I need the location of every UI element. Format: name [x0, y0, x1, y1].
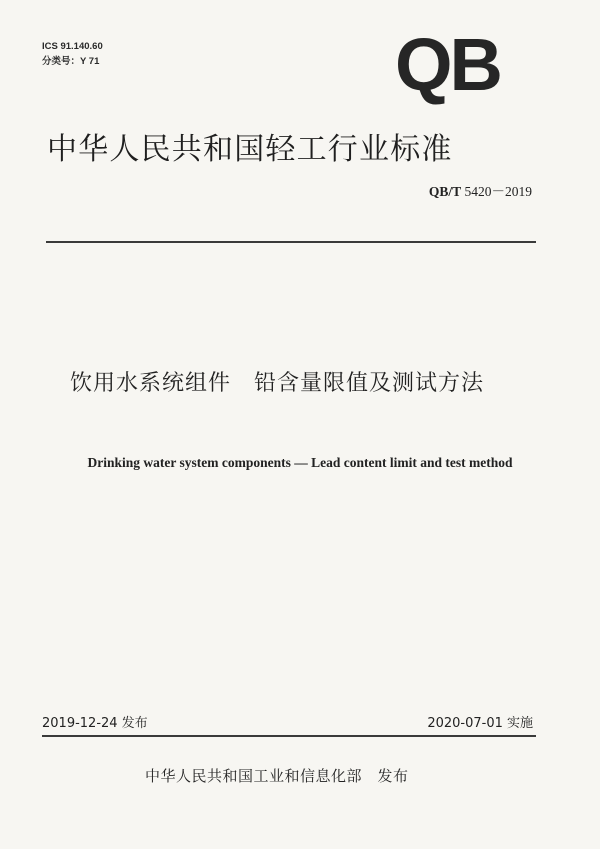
document-title-chinese: 饮用水系统组件 铅含量限值及测试方法 [70, 371, 485, 396]
ics-block [42, 39, 103, 69]
classification-code: 分类号：Y 71 [42, 56, 100, 67]
implementation-date: 2020-07-01 实施 [427, 716, 533, 731]
bottom-divider [42, 735, 536, 737]
issue-date: 2019-12-24 发布 [42, 716, 148, 731]
standard-number [429, 180, 532, 200]
publisher: 中华人民共和国工业和信息化部 发布 [145, 767, 409, 785]
standard-category-title: 中华人民共和国轻工行业标准 [47, 132, 453, 167]
qb-logo: QB [395, 23, 500, 106]
standard-number-value: 5420－2019 [464, 184, 532, 199]
document-title-english: Drinking water system components — Lead content limit and test method [87, 455, 513, 470]
ics-code: ICS 91.140.60 [42, 41, 103, 52]
top-divider [46, 241, 536, 243]
standard-code: QB/T [428, 184, 462, 199]
